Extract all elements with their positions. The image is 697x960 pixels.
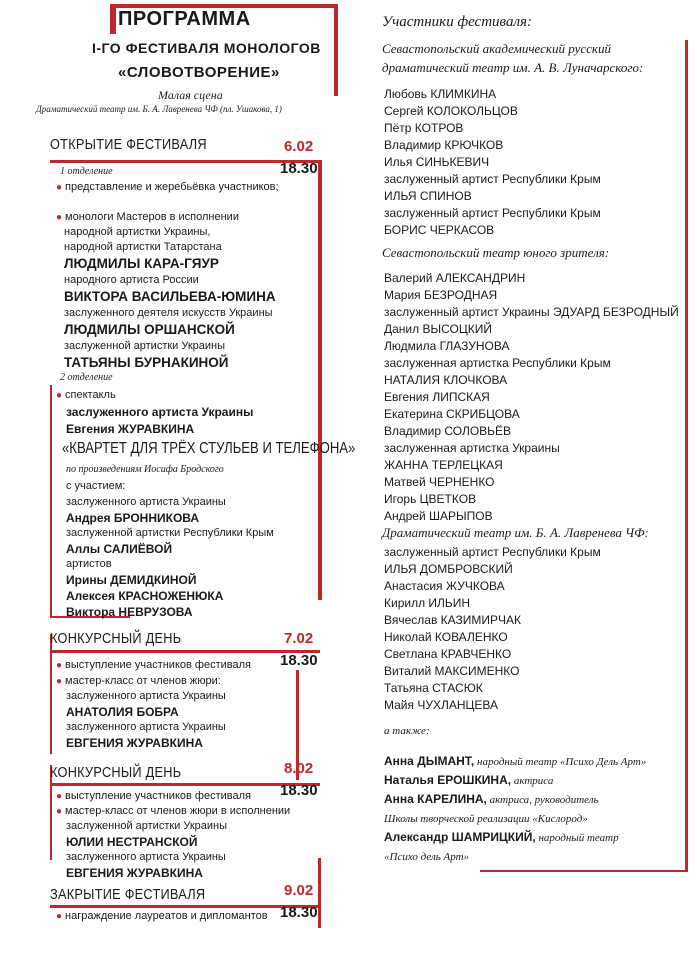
jury-line: ЕВГЕНИЯ ЖУРАВКИНА <box>66 866 203 880</box>
master-line: ЛЮДМИЛЫ ОРШАНСКОЙ <box>64 322 235 337</box>
participant-line: Виталий МАКСИМЕНКО <box>384 664 520 678</box>
group1-list <box>384 86 601 239</box>
extra-participant-name: Анна КАРЕЛИНА, <box>384 792 487 806</box>
participant-line: Людмила ГЛАЗУНОВА <box>384 339 510 353</box>
closing-item1: ● награждение лауреатов и дипломантов <box>56 910 268 922</box>
extra-participant <box>384 828 646 847</box>
group1-title-2: драматический театр им. А. В. Луначарского: <box>382 60 644 75</box>
participant-line: Вячеслав КАЗИМИРЧАК <box>384 613 522 627</box>
participant-line: Евгения ЛИПСКАЯ <box>384 390 490 404</box>
jury-line: заслуженного артиста Украины <box>66 690 226 702</box>
group2-title: Севастопольский театр юного зрителя: <box>382 245 610 260</box>
day2-item1: ● выступление участников фестиваля <box>56 790 251 802</box>
day1-title: КОНКУРСНЫЙ ДЕНЬ <box>50 630 182 647</box>
day2-title: КОНКУРСНЫЙ ДЕНЬ <box>50 764 182 781</box>
participant-line: заслуженный артист Республики Крым <box>384 206 601 220</box>
participant-line: Пётр КОТРОВ <box>384 121 464 135</box>
day2-date: 8.02 <box>284 760 314 777</box>
director-title: заслуженного артиста Украины <box>66 405 254 419</box>
stage-name: Малая сцена <box>158 88 223 102</box>
bullet-icon: ● <box>56 660 63 671</box>
header-red-bar-right <box>334 4 338 96</box>
opening-part2: 2 отделение <box>60 372 113 383</box>
right-border-bar <box>685 40 688 870</box>
opening-masters <box>64 225 276 372</box>
day1-jury <box>66 689 226 751</box>
participant-line: ИЛЬЯ ДОМБРОВСКИЙ <box>384 562 513 576</box>
participant-line: Мария БЕЗРОДНАЯ <box>384 288 498 302</box>
participant-line: заслуженная артистка Республики Крым <box>384 356 611 370</box>
extra-participant-desc: актриса, руководитель <box>486 794 599 806</box>
master-line: заслуженного деятеля искусств Украины <box>64 307 273 319</box>
bullet-icon: ● <box>56 791 63 802</box>
director-name: Евгения ЖУРАВКИНА <box>66 422 195 436</box>
day1-left-line <box>50 634 52 754</box>
participant-line: Кирилл ИЛЬИН <box>384 596 471 610</box>
also-label: а также: <box>384 725 430 737</box>
master-line: заслуженной артистки Украины <box>64 340 226 352</box>
jury-line: заслуженной артистки Украины <box>66 820 228 832</box>
participant-line: ИЛЬЯ СПИНОВ <box>384 189 472 203</box>
day1-time: 18.30 <box>280 652 318 669</box>
extra-list <box>384 752 646 866</box>
jury-line: заслуженного артиста Украины <box>66 721 226 733</box>
participant-line: Владимир СОЛОВЬЁВ <box>384 424 512 438</box>
bullet-icon: ● <box>56 806 63 817</box>
bullet-icon: ● <box>56 390 63 401</box>
extra-participant <box>384 790 646 809</box>
cast-list <box>66 495 274 620</box>
participant-line: заслуженная артистка Украины <box>384 441 560 455</box>
bullet-icon: ● <box>56 212 63 223</box>
participant-line: Валерий АЛЕКСАНДРИН <box>384 271 526 285</box>
group1-title-1: Севастопольский академический русский <box>382 41 611 56</box>
participant-line: Игорь ЦВЕТКОВ <box>384 492 477 506</box>
day1-date: 7.02 <box>284 630 314 647</box>
bullet-icon: ● <box>56 182 63 193</box>
extra-participant-name: Наталья ЕРОШКИНА, <box>384 773 512 787</box>
venue: Драматический театр им. Б. А. Лавренева ЧФ (пл. Ушакова, 1) <box>36 104 282 114</box>
participant-line: Владимир КРЮЧКОВ <box>384 138 504 152</box>
participant-line: Данил ВЫСОЦКИЙ <box>384 322 492 336</box>
cast-line: Аллы САЛИЁВОЙ <box>66 542 173 556</box>
participant-line: Сергей КОЛОКОЛЬЦОВ <box>384 104 518 118</box>
opening-part1: 1 отделение <box>60 166 113 177</box>
extra-participant-desc: актриса <box>511 775 554 787</box>
day2-item2: ● мастер-класс от членов жюри в исполнении <box>56 805 291 817</box>
group2-list <box>384 270 679 525</box>
play-source: по произведениям Иосифа Бродского <box>66 464 224 475</box>
opening-left-line <box>50 385 52 617</box>
bullet-icon: ● <box>56 676 63 687</box>
play-title: «КВАРТЕТ ДЛЯ ТРЁХ СТУЛЬЕВ И ТЕЛЕФОНА» <box>62 440 356 457</box>
master-line: ЛЮДМИЛЫ КАРА-ГЯУР <box>64 256 219 271</box>
participant-line: ЖАННА ТЕРЛЕЦКАЯ <box>384 458 503 472</box>
participant-line: Любовь КЛИМКИНА <box>384 87 497 101</box>
jury-line: ЕВГЕНИЯ ЖУРАВКИНА <box>66 736 203 750</box>
participants-heading: Участники фестиваля: <box>382 14 532 30</box>
participant-line: НАТАЛИЯ КЛОЧКОВА <box>384 373 508 387</box>
jury-line: АНАТОЛИЯ БОБРА <box>66 705 179 719</box>
cast-line: Алексея КРАСНОЖЕНЮКА <box>66 589 224 603</box>
closing-time: 18.30 <box>280 904 318 921</box>
day2-jury <box>66 819 227 881</box>
festival-subtitle: I-ГО ФЕСТИВАЛЯ МОНОЛОГОВ <box>92 40 321 56</box>
closing-right-bar <box>318 858 321 928</box>
day2-time: 18.30 <box>280 782 318 799</box>
opening-item1: ● представление и жеребьёвка участников; <box>56 181 279 193</box>
opening-date: 6.02 <box>284 138 314 155</box>
master-line: народной артистки Украины, <box>64 226 211 238</box>
group3-list <box>384 544 601 714</box>
cast-intro: с участием: <box>66 480 126 492</box>
cast-line: Андрея БРОННИКОВА <box>66 511 200 525</box>
master-line: народного артиста России <box>64 274 199 286</box>
closing-title: ЗАКРЫТИЕ ФЕСТИВАЛЯ <box>50 886 206 903</box>
day1-item2: ● мастер-класс от членов жюри: <box>56 675 221 687</box>
extra-participant-desc: Школы творческой реализации «Кислород» <box>384 813 588 825</box>
extra-participant <box>384 752 646 771</box>
participant-line: Майя ЧУХЛАНЦЕВА <box>384 698 498 712</box>
header-red-bar <box>110 4 116 34</box>
participant-line: БОРИС ЧЕРКАСОВ <box>384 223 495 237</box>
participant-line: Анастасия ЖУЧКОВА <box>384 579 505 593</box>
opening-item2: ● монологи Мастеров в исполнении <box>56 211 239 223</box>
cast-line: артистов <box>66 558 112 570</box>
extra-participant <box>384 809 646 828</box>
master-line: народной артистки Татарстана <box>64 241 222 253</box>
jury-line: ЮЛИИ НЕСТРАНСКОЙ <box>66 835 198 849</box>
extra-participant <box>384 847 646 866</box>
right-bottom-line <box>480 870 688 872</box>
master-line: ВИКТОРА ВАСИЛЬЕВА-ЮМИНА <box>64 289 276 304</box>
cast-line: Ирины ДЕМИДКИНОЙ <box>66 573 197 587</box>
extra-participant-name: Анна ДЫМАНТ, <box>384 754 475 768</box>
participant-line: Екатерина СКРИБЦОВА <box>384 407 520 421</box>
closing-date: 9.02 <box>284 882 314 899</box>
cast-line: заслуженного артиста Украины <box>66 496 226 508</box>
participant-line: заслуженный артист Республики Крым <box>384 172 601 186</box>
participant-line: Андрей ШАРЫПОВ <box>384 509 493 523</box>
cast-line: Виктора НЕВРУЗОВА <box>66 605 193 619</box>
participant-line: Матвей ЧЕРНЕНКО <box>384 475 495 489</box>
extra-participant-desc: «Психо дель Арт» <box>384 851 470 863</box>
day1-item1: ● выступление участников фестиваля <box>56 659 251 671</box>
opening-title: ОТКРЫТИЕ ФЕСТИВАЛЯ <box>50 136 207 153</box>
opening-item3: ● спектакль <box>56 389 116 401</box>
group3-title: Драматический театр им. Б. А. Лавренева ЧФ: <box>382 525 649 540</box>
master-line: ТАТЬЯНЫ БУРНАКИНОЙ <box>64 355 229 370</box>
participant-line: Николай КОВАЛЕНКО <box>384 630 508 644</box>
participant-line: Илья СИНЬКЕВИЧ <box>384 155 490 169</box>
extra-participant-desc: народный театр «Психо Дель Арт» <box>474 756 647 768</box>
jury-line: заслуженного артиста Украины <box>66 851 226 863</box>
extra-participant-desc: народный театр <box>535 832 619 844</box>
participant-line: Светлана КРАВЧЕНКО <box>384 647 512 661</box>
participant-line: заслуженный артист Украины ЭДУАРД БЕЗРОДНЫЙ <box>384 305 679 319</box>
extra-participant <box>384 771 646 790</box>
bullet-icon: ● <box>56 911 63 922</box>
participant-line: заслуженный артист Республики Крым <box>384 545 601 559</box>
page-title: ПРОГРАММА <box>118 8 251 30</box>
cast-line: заслуженной артистки Республики Крым <box>66 527 274 539</box>
participant-line: Татьяна СТАСЮК <box>384 681 483 695</box>
opening-time: 18.30 <box>280 160 318 177</box>
extra-participant-name: Александр ШАМРИЦКИЙ, <box>384 830 536 844</box>
festival-name: «СЛОВОТВОРЕНИЕ» <box>118 64 280 81</box>
opening-right-bar <box>318 160 322 600</box>
